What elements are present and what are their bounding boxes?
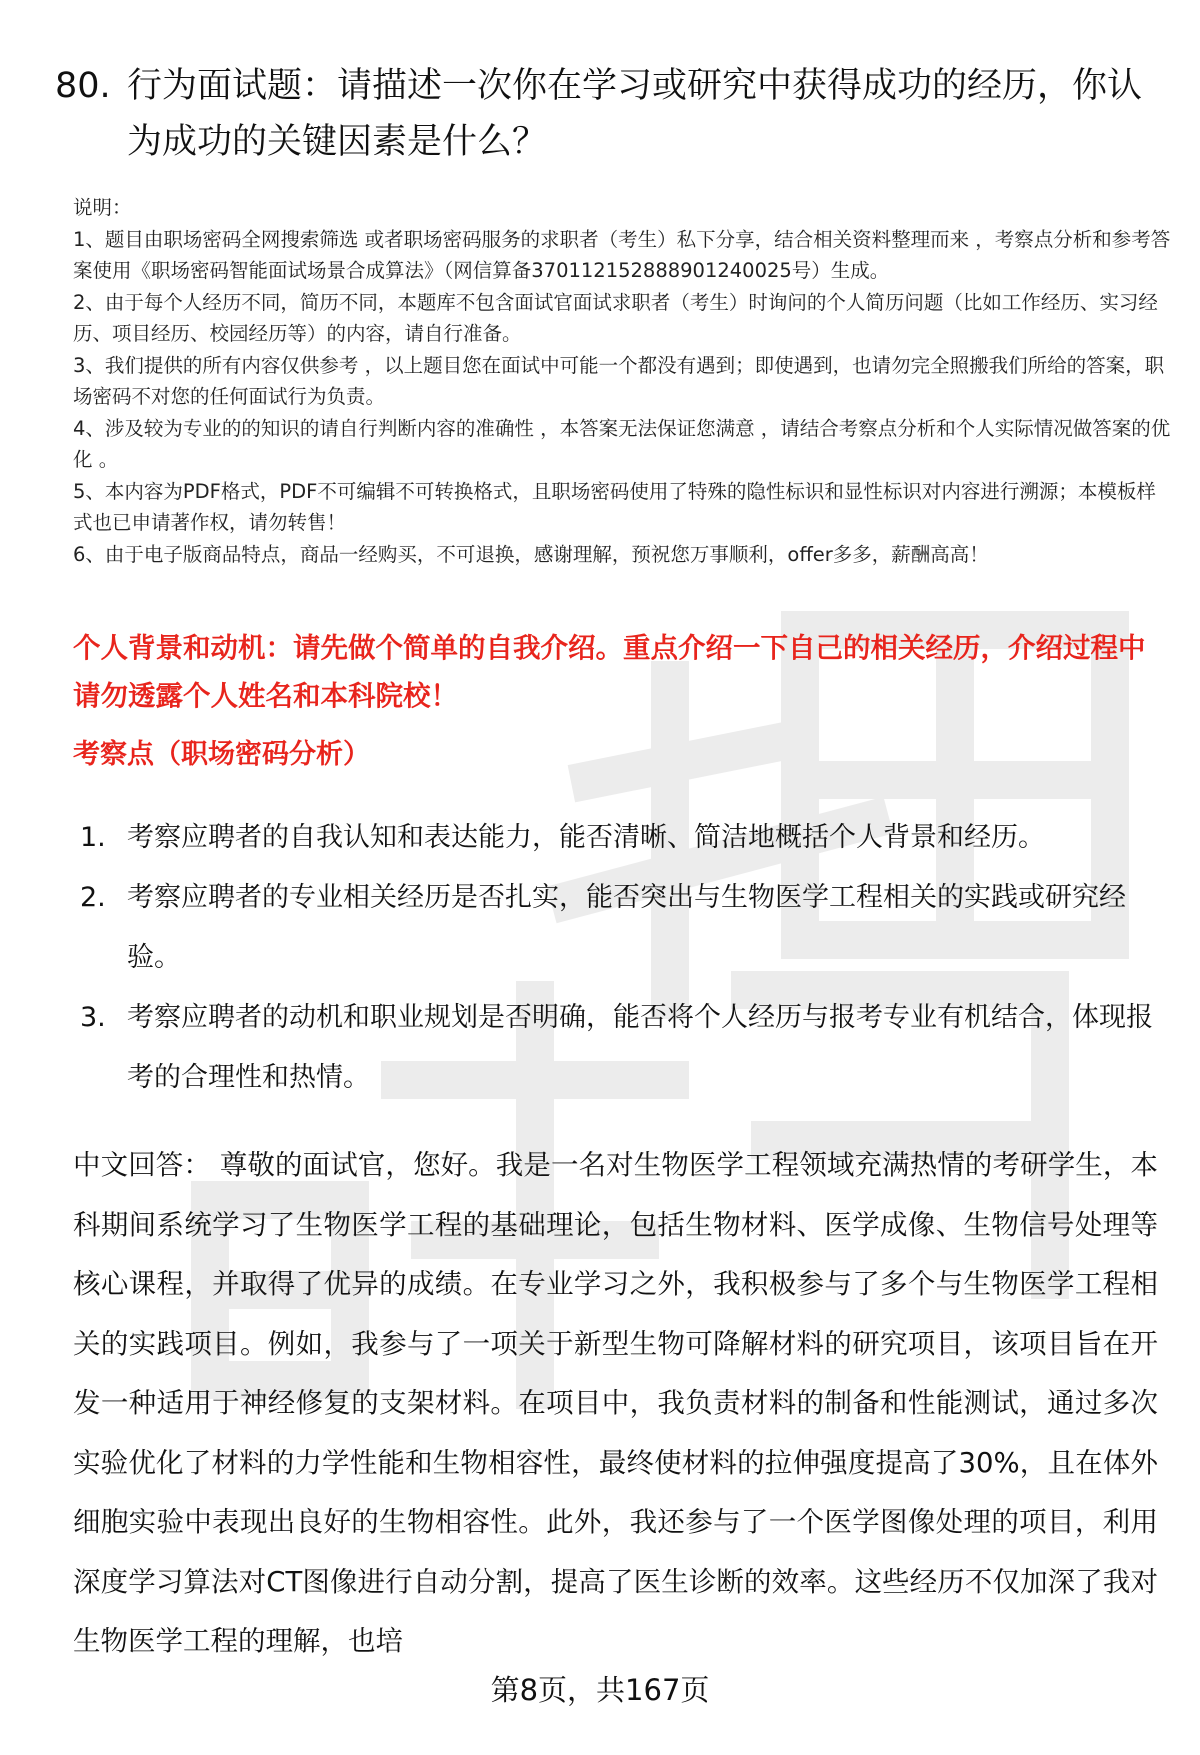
- point-number: 2.: [80, 882, 106, 913]
- point-text: 考察应聘者的自我认知和表达能力，能否清晰、简洁地概括个人背景和经历。: [127, 822, 1045, 853]
- note-item-3: 3、我们提供的所有内容仅供参考 ，以上题目您在面试中可能一个都没有遇到；即使遇到，也请勿完全照搬我们所给的答案，职场密码不对您的任何面试行为负责。: [73, 353, 1165, 408]
- note-item-5: 5、本内容为PDF格式，PDF不可编辑不可转换格式，且职场密码使用了特殊的隐性标识和显性标识对内容进行溯源；本模板样式也已申请著作权，请勿转售！: [73, 479, 1156, 534]
- question-title: [55, 58, 1155, 170]
- note-item-1: 1、题目由职场密码全网搜索筛选 或者职场密码服务的求职者（考生）私下分享，结合相关资料整理而来 ，考察点分析和参考答案使用《职场密码智能面试场景合成算法》（网信算备370112152888901240025号）生成。: [73, 227, 1171, 282]
- question-number: 80.: [55, 66, 111, 106]
- disclaimer-notes: [73, 192, 1173, 570]
- note-item-6: 6、由于电子版商品特点，商品一经购买，不可退换，感谢理解，预祝您万事顺利，offer多多，薪酬高高！: [73, 542, 989, 566]
- answer-label: 中文回答：: [73, 1149, 211, 1181]
- point-text: 考察应聘者的动机和职业规划是否明确，能否将个人经历与报考专业有机结合，体现报考的合理性和热情。: [127, 1002, 1153, 1093]
- answer-text: 尊敬的面试官，您好。我是一名对生物医学工程领域充满热情的考研学生，本科期间系统学习了生物医学工程的基础理论，包括生物材料、医学成像、生物信号处理等核心课程，并取得了优异的成绩。在专业学习之外，我积极参与了多个与生物医学工程相关的实践项目。例如，我参与了一项关于新型生物可降解材料的研究项目，该项目旨在开发一种适用于神经修复的支架材料。在项目中，我负责材料的制备和性能测试，通过多次实验优化了材料的力学性能和生物相容性，最终使材料的拉伸强度提高了30%，且在体外细胞实验中表现出良好的生物相容性。此外，我还参与了一个医学图像处理的项目，利用深度学习算法对CT图像进行自动分割，提高了医生诊断的效率。这些经历不仅加深了我对生物医学工程的理解，也培: [73, 1149, 1158, 1657]
- analysis-point: [80, 988, 1160, 1108]
- analysis-point: [80, 868, 1160, 988]
- analysis-point: [80, 808, 1160, 868]
- analysis-heading: 考察点（职场密码分析）: [73, 739, 370, 770]
- page-number: 第8页，共167页: [490, 1673, 710, 1707]
- note-item-4: 4、涉及较为专业的的知识的请自行判断内容的准确性 ，本答案无法保证您满意 ，请结合考察点分析和个人实际情况做答案的优化 。: [73, 416, 1171, 471]
- note-item-2: 2、由于每个人经历不同，简历不同，本题库不包含面试官面试求职者（考生）时询问的个人简历问题（比如工作经历、实习经历、项目经历、校园经历等）的内容，请自行准备。: [73, 290, 1158, 345]
- point-text: 考察应聘者的专业相关经历是否扎实，能否突出与生物医学工程相关的实践或研究经验。: [127, 882, 1126, 973]
- answer-section: [73, 1136, 1158, 1672]
- point-number: 1.: [80, 822, 106, 853]
- analysis-points: [80, 808, 1160, 1108]
- interview-prompt: 个人背景和动机：请先做个简单的自我介绍。重点介绍一下自己的相关经历，介绍过程中请勿透露个人姓名和本科院校！: [73, 632, 1146, 712]
- question-text: 行为面试题：请描述一次你在学习或研究中获得成功的经历，你认为成功的关键因素是什么？: [127, 66, 1143, 162]
- notes-heading: 说明：: [73, 196, 132, 219]
- answer-paragraph: [73, 1136, 1158, 1672]
- point-number: 3.: [80, 1002, 106, 1033]
